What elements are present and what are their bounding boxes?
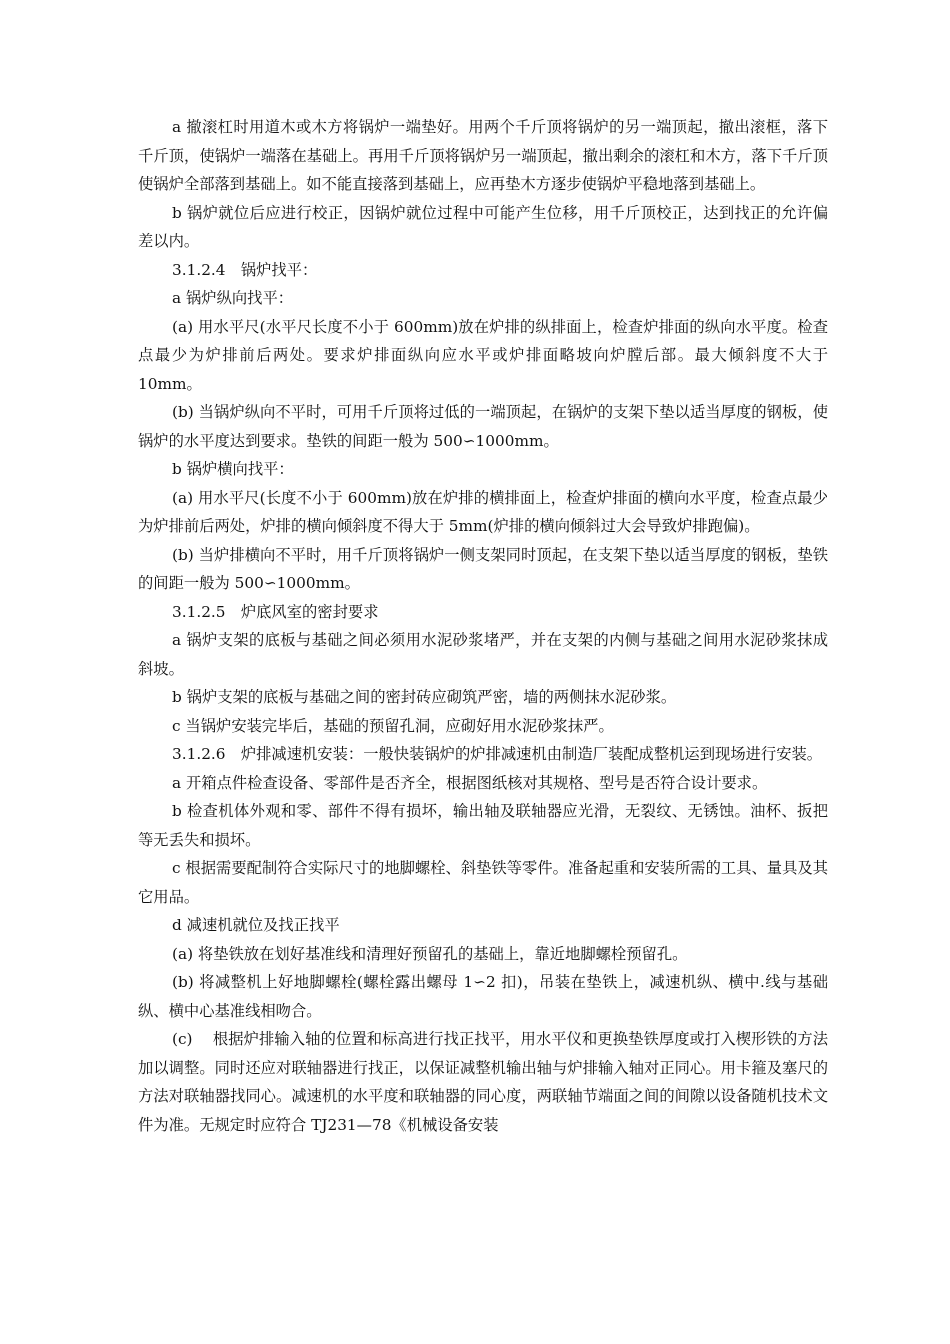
paragraph: (b) 当锅炉纵向不平时，可用千斤顶将过低的一端顶起，在锅炉的支架下垫以适当厚度的钢板，使锅炉的水平度达到要求。垫铁的间距一般为 500∽1000mm。 [138, 403, 828, 450]
paragraph: b 锅炉横向找平： [172, 460, 294, 478]
section-heading: 3.1.2.6 炉排减速机安装：一般快装锅炉的炉排减速机由制造厂装配成整机运到现场进行安装。 [172, 745, 823, 763]
section-heading: 3.1.2.5 炉底风室的密封要求 [172, 602, 379, 621]
paragraph: c 根据需要配制符合实际尺寸的地脚螺栓、斜垫铁等零件。准备起重和安装所需的工具、量具及其它用品。 [138, 859, 828, 906]
paragraph: b 锅炉支架的底板与基础之间的密封砖应砌筑严密，墙的两侧抹水泥砂浆。 [172, 688, 677, 706]
paragraph: a 锅炉支架的底板与基础之间必须用水泥砂浆堵严，并在支架的内侧与基础之间用水泥砂浆抹成斜坡。 [138, 631, 828, 678]
paragraph: d 减速机就位及找正找平 [172, 916, 340, 934]
paragraph: (a) 用水平尺(长度不小于 600mm)放在炉排的横排面上，检查炉排面的横向水平度，检查点最少为炉排前后两处，炉排的横向倾斜度不得大于 5mm(炉排的横向倾斜过大会导致炉排跑偏)。 [138, 488, 828, 535]
document-page [138, 113, 828, 1139]
paragraph: b 检查机体外观和零、部件不得有损坏，输出轴及联轴器应光滑，无裂纹、无锈蚀。油杯、扳把等无丢失和损坏。 [138, 802, 828, 849]
section-heading: 3.1.2.4 锅炉找平： [172, 260, 318, 279]
paragraph: (c) 根据炉排输入轴的位置和标高进行找正找平，用水平仪和更换垫铁厚度或打入楔形铁的方法加以调整。同时还应对联轴器进行找正，以保证减整机输出轴与炉排输入轴对正同心。用卡箍及塞尺的方法对联轴器找同心。减速机的水平度和联轴器的同心度，两联轴节端面之间的间隙以设备随机技术文件为准。无规定时应符合 TJ231—78《机械设备安装 [138, 1030, 828, 1134]
paragraph: (b) 将减整机上好地脚螺栓(螺栓露出螺母 1∽2 扣)，吊装在垫铁上，减速机纵、横中.线与基础纵、横中心基准线相吻合。 [138, 973, 828, 1020]
paragraph: a 开箱点件检查设备、零部件是否齐全，根据图纸核对其规格、型号是否符合设计要求。 [172, 773, 768, 792]
paragraph: a 撤滚杠时用道木或木方将锅炉一端垫好。用两个千斤顶将锅炉的另一端顶起，撤出滚框，落下千斤顶，使锅炉一端落在基础上。再用千斤顶将锅炉另一端顶起，撤出剩余的滚杠和木方，落下千斤顶使锅炉全部落到基础上。如不能直接落到基础上，应再垫木方逐步使锅炉平稳地落到基础上。 [138, 118, 828, 193]
paragraph: (a) 将垫铁放在划好基准线和清理好预留孔的基础上，靠近地脚螺栓预留孔。 [172, 944, 688, 963]
paragraph: a 锅炉纵向找平： [172, 289, 294, 307]
paragraph: b 锅炉就位后应进行校正，因锅炉就位过程中可能产生位移，用千斤顶校正，达到找正的允许偏差以内。 [138, 203, 828, 250]
paragraph: (a) 用水平尺(水平尺长度不小于 600mm)放在炉排的纵排面上，检查炉排面的纵向水平度。检查点最少为炉排前后两处。要求炉排面纵向应水平或炉排面略坡向炉膛后部。最大倾斜度不大于 10mm。 [138, 317, 828, 393]
paragraph: c 当锅炉安装完毕后，基础的预留孔洞，应砌好用水泥砂浆抹严。 [172, 716, 614, 735]
paragraph: (b) 当炉排横向不平时，用千斤顶将锅炉一侧支架同时顶起，在支架下垫以适当厚度的钢板，垫铁的间距一般为 500∽1000mm。 [138, 545, 828, 592]
